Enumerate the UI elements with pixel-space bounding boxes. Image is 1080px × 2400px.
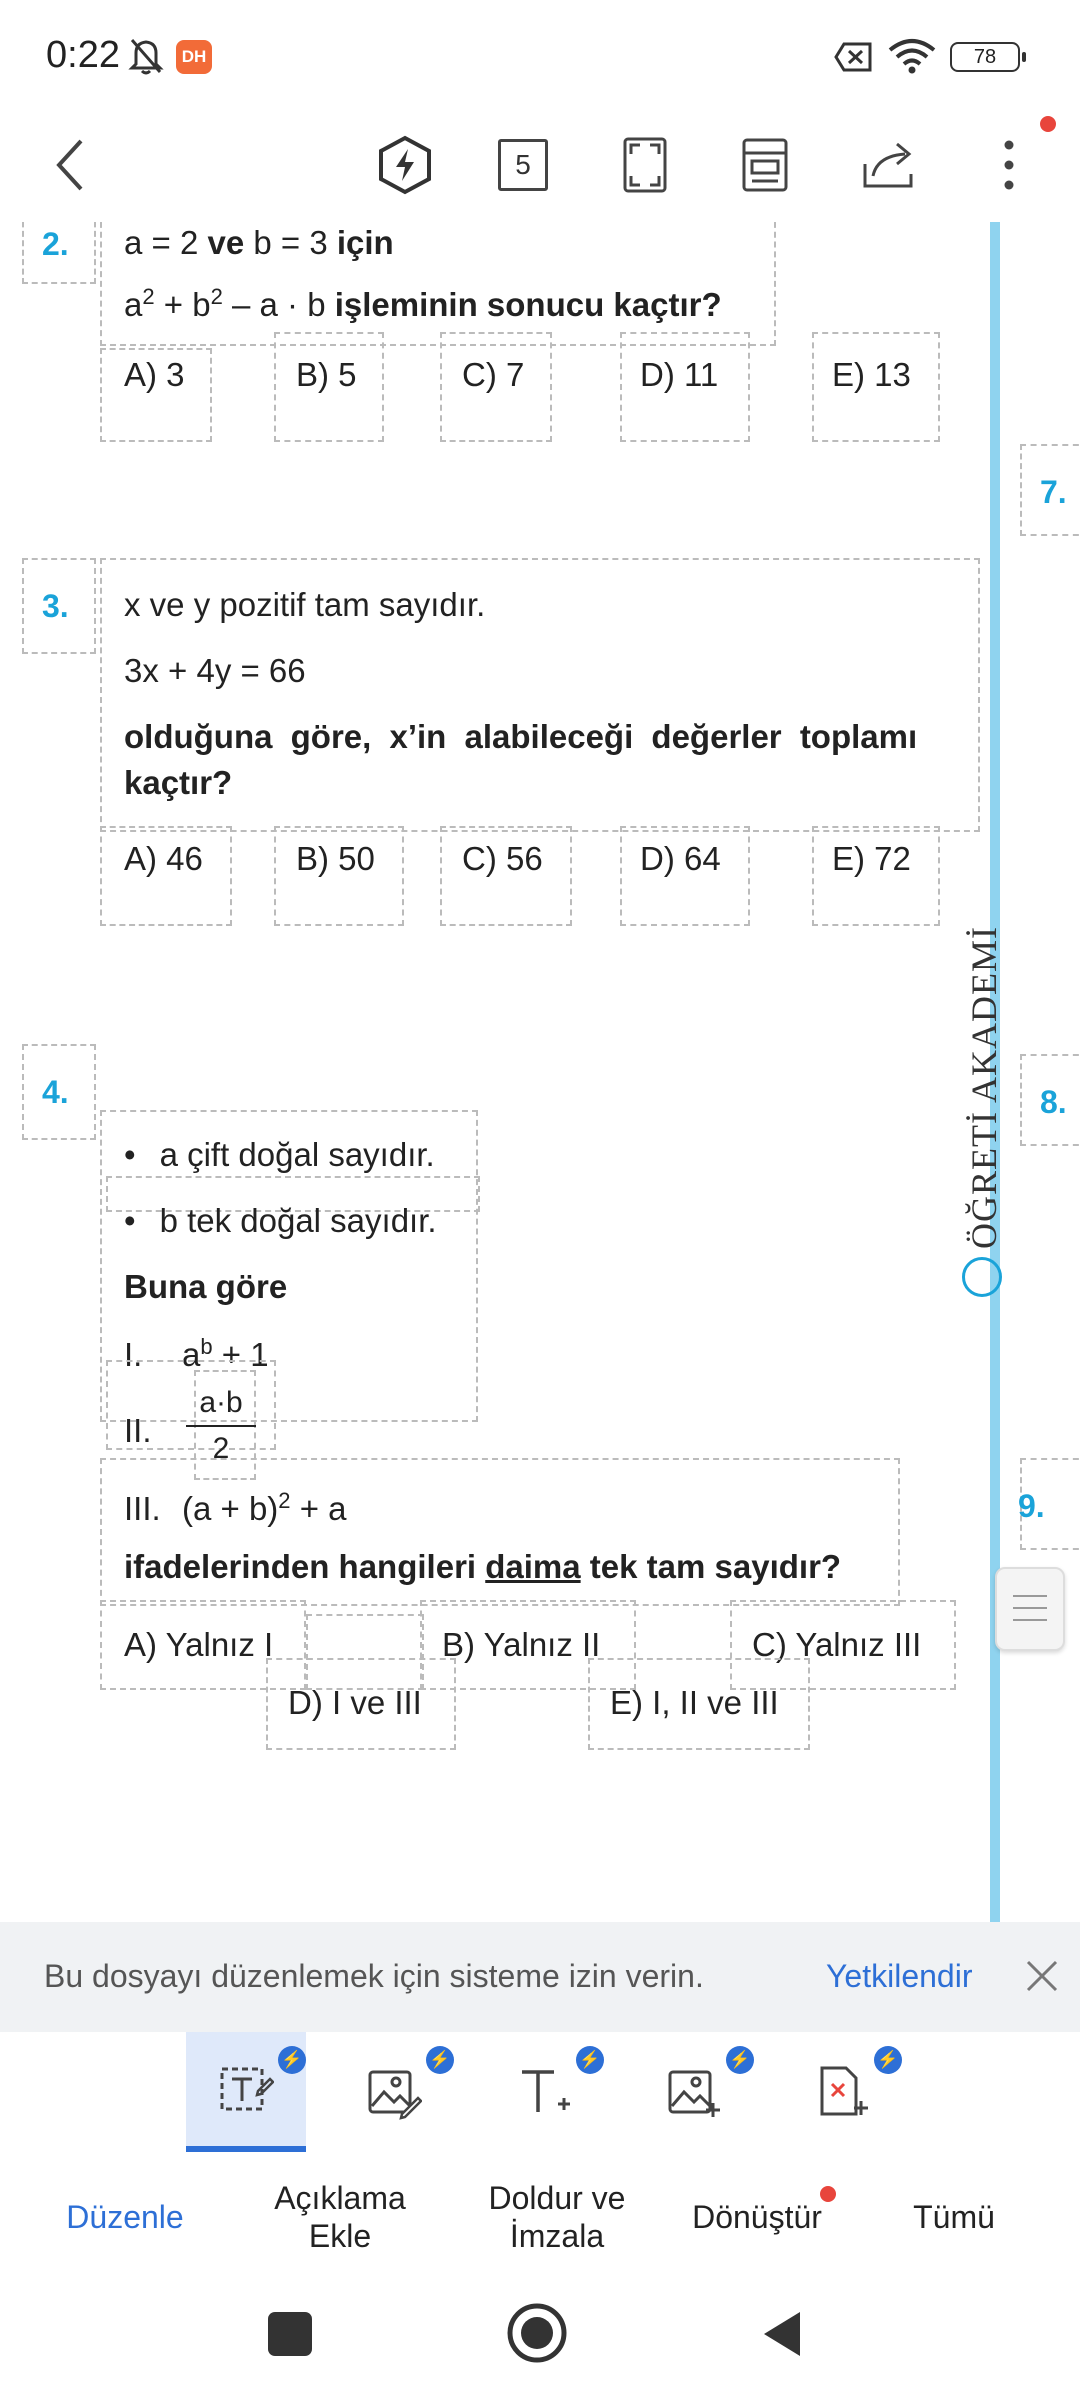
edit-image-tool[interactable]	[334, 2032, 454, 2152]
question-text-line: kaçtır?	[124, 764, 233, 801]
permission-banner	[0, 1922, 1080, 2032]
home-button[interactable]	[506, 2302, 568, 2364]
answer-option[interactable]: A) Yalnız I	[124, 1626, 274, 1663]
bell-off-icon	[128, 36, 164, 76]
answer-option[interactable]: C) Yalnız III	[752, 1626, 922, 1663]
bottom-tab-bar	[0, 2152, 1080, 2282]
close-icon[interactable]	[1024, 1958, 1060, 1994]
premium-bolt-icon: ⚡	[426, 2046, 454, 2074]
expression-iii: III. $(a + b)^2 + a$	[124, 1488, 347, 1527]
question-number: 4.	[42, 1074, 69, 1110]
share-button[interactable]	[852, 130, 926, 200]
question-number-9: 9.	[1018, 1488, 1045, 1524]
answer-option[interactable]: B) 50	[296, 840, 375, 877]
premium-bolt-icon: ⚡	[726, 2046, 754, 2074]
answer-option[interactable]: A) 3	[124, 356, 185, 393]
answer-option[interactable]: B) 5	[296, 356, 357, 393]
ai-tools-button[interactable]	[370, 130, 440, 200]
answer-option[interactable]: E) 13	[832, 356, 911, 393]
clock: 0:22	[46, 34, 120, 76]
recent-apps-button[interactable]	[268, 2312, 312, 2356]
expression-ii-denominator: 2	[212, 1432, 230, 1465]
tab-fill-sign[interactable]: Doldur ve İmzala	[488, 2180, 626, 2254]
answer-option[interactable]: D) 11	[640, 356, 719, 393]
system-navigation-bar	[0, 2282, 1080, 2400]
top-toolbar	[0, 110, 1080, 222]
question-text-line: $a^2 + b^2 - a \cdot b$ işleminin sonucu kaçtır?	[124, 284, 722, 323]
battery-indicator: 78	[950, 42, 1020, 72]
edit-text-icon	[218, 2061, 274, 2117]
lightning-hexagon-icon	[377, 135, 433, 195]
condition-bullet: • a çift doğal sayıdır.	[124, 1136, 435, 1173]
expression-ii-numerator: a·b	[199, 1386, 243, 1419]
answer-option[interactable]: D) I ve III	[288, 1684, 422, 1721]
question-text-line: ifadelerinden hangileri daima tek tam sayıdır?	[124, 1548, 842, 1585]
page-count-button[interactable]	[488, 130, 558, 200]
share-arrow-icon	[861, 140, 917, 190]
back-triangle-button[interactable]	[758, 2308, 806, 2360]
expression-ii-label: II.	[124, 1412, 152, 1449]
status-bar	[0, 0, 1080, 110]
premium-bolt-icon: ⚡	[278, 2046, 306, 2074]
brand-logo-icon	[962, 1257, 1002, 1297]
question-text-line: 3x + 4y = 66	[124, 652, 306, 689]
edit-text-tool[interactable]	[186, 2032, 306, 2152]
question-text-line: olduğuna göre, x’in alabileceği değerler toplamı	[124, 718, 918, 755]
page-layout-icon	[741, 137, 789, 193]
condition-bullet: • b tek doğal sayıdır.	[124, 1202, 437, 1239]
answer-option[interactable]: C) 7	[462, 356, 525, 393]
permission-message: Bu dosyayı düzenlemek için sisteme izin verin.	[44, 1958, 704, 1994]
question-number: 2.	[42, 226, 69, 262]
app-notification-badge: DH	[176, 40, 212, 74]
question-number-8: 8.	[1040, 1084, 1067, 1120]
add-page-icon	[814, 2064, 870, 2120]
edit-image-icon	[366, 2064, 422, 2120]
pdf-document-view[interactable]	[0, 222, 1080, 1922]
chevron-left-icon	[51, 137, 91, 193]
edit-tools-row	[0, 2032, 1080, 2152]
answer-option[interactable]: C) 56	[462, 840, 543, 877]
scroll-handle[interactable]	[995, 1567, 1065, 1651]
notification-dot	[1040, 116, 1056, 132]
question-text-line: a = 2 ve b = 3 için	[124, 224, 394, 261]
wifi-icon	[888, 38, 936, 74]
answer-option[interactable]: E) I, II ve III	[610, 1684, 779, 1721]
answer-option[interactable]: B) Yalnız II	[442, 1626, 601, 1663]
tab-convert[interactable]: Dönüştür	[692, 2199, 822, 2235]
expression-i: I. $a^b + 1$	[124, 1334, 269, 1373]
answer-option[interactable]: A) 46	[124, 840, 203, 877]
add-image-icon	[666, 2064, 722, 2120]
add-text-icon	[516, 2064, 572, 2120]
answer-option[interactable]: E) 72	[832, 840, 911, 877]
fraction-bar	[186, 1425, 256, 1427]
tab-edit[interactable]: Düzenle	[66, 2199, 184, 2235]
question-number-7: 7.	[1040, 474, 1067, 510]
brand-text: ÖĞRETİ AKADEMİ	[964, 926, 1004, 1249]
add-text-tool[interactable]	[484, 2032, 604, 2152]
brand-watermark	[962, 926, 1022, 1297]
more-options-button[interactable]	[974, 130, 1044, 200]
premium-bolt-icon: ⚡	[874, 2046, 902, 2074]
page-view-button[interactable]	[730, 130, 800, 200]
more-vertical-icon	[999, 135, 1019, 195]
tab-all[interactable]: Tümü	[913, 2199, 995, 2235]
notification-dot	[820, 2186, 836, 2202]
premium-bolt-icon: ⚡	[576, 2046, 604, 2074]
fullscreen-icon	[622, 136, 668, 194]
fullscreen-button[interactable]	[610, 130, 680, 200]
back-button[interactable]	[36, 130, 106, 200]
answer-option[interactable]: D) 64	[640, 840, 721, 877]
authorize-link[interactable]: Yetkilendir	[826, 1958, 973, 1994]
question-text-line: x ve y pozitif tam sayıdır.	[124, 586, 486, 623]
tab-annotate[interactable]: Açıklama Ekle	[274, 2180, 406, 2254]
page-count: 5	[498, 139, 548, 191]
question-number: 3.	[42, 588, 69, 624]
add-page-tool[interactable]	[782, 2032, 902, 2152]
sim-off-icon	[834, 42, 874, 72]
add-image-tool[interactable]	[634, 2032, 754, 2152]
question-text-line: Buna göre	[124, 1268, 288, 1305]
